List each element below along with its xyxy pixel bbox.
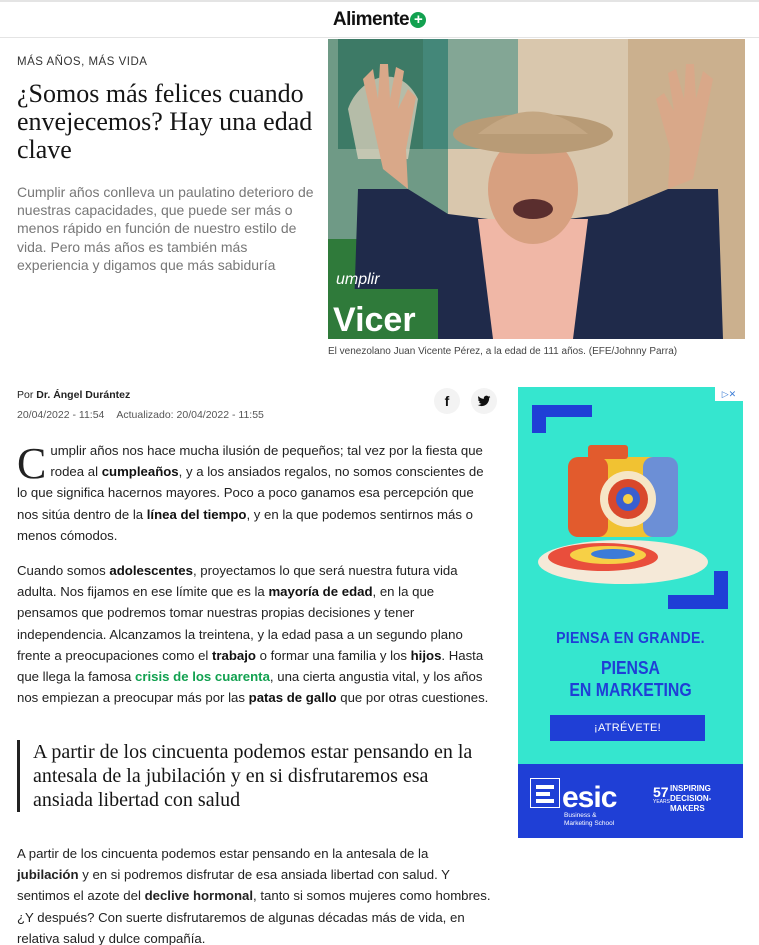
link-declive-hormonal[interactable]: declive hormonal <box>144 888 254 904</box>
ad-headline-2 <box>532 657 730 701</box>
ad-tagline <box>670 784 743 814</box>
link-patas-de-gallo[interactable]: patas de gallo <box>248 690 337 706</box>
ad-headline-2-line-1: PIENSA <box>601 658 660 678</box>
link-trabajo[interactable]: trabajo <box>212 647 256 663</box>
paragraph-2 <box>17 560 493 708</box>
link-jubilacion[interactable]: jubilación <box>17 867 79 883</box>
hero-image <box>328 39 745 339</box>
updated-date: 20/04/2022 - 11:55 <box>176 409 264 421</box>
article-subtitle: Cumplir años conlleva un paulatino deterioro de nuestras capacidades, que puede ser más o menos rápido en función de nuestro estilo de vida. Pero más años es también más experiencia y digamos que más sabiduría <box>17 184 314 273</box>
facebook-icon: f <box>444 393 450 409</box>
ad-years-number: 57 <box>653 784 669 800</box>
facebook-share-button[interactable] <box>434 388 460 414</box>
text: , una cierta angustia vital, y los años nos empiezan a preocupar más por las <box>17 669 483 706</box>
hero-illustration <box>328 39 745 339</box>
link-mayoria-de-edad[interactable]: mayoría de edad <box>268 584 373 600</box>
ad-years-label: YEARS <box>653 799 670 805</box>
paragraph-1 <box>17 440 493 546</box>
paragraph-3 <box>17 843 493 945</box>
article-body <box>17 440 493 722</box>
ad-tagline-1: INSPIRING <box>670 784 711 793</box>
author-link[interactable]: Dr. Ángel Durántez <box>36 389 131 401</box>
text: Cuando somos <box>17 563 110 579</box>
link-linea-del-tiempo[interactable]: línea del tiempo <box>146 506 247 522</box>
svg-text:umplir: umplir <box>336 271 380 288</box>
text: que por otras cuestiones. <box>336 690 489 706</box>
byline <box>17 389 130 401</box>
ad-brand-sub-1: Business & <box>564 812 597 819</box>
ad-tagline-2: DECISION-MAKERS <box>670 794 712 813</box>
ad-headline-2-line-2: EN MARKETING <box>569 680 692 700</box>
ad-brand-footer <box>518 764 743 838</box>
logo-text: Alimente <box>332 8 410 30</box>
ad-brand-name: esic <box>562 781 617 814</box>
text: , proyectamos lo que será nuestra futura vida adulta. Nos fijamos en ese límite que es la <box>17 563 458 600</box>
svg-text:Vicer: Vicer <box>333 301 416 339</box>
logo-plus-icon: + <box>410 12 426 28</box>
site-header <box>0 0 759 38</box>
ad-brand-sub-2: Marketing School <box>564 820 615 827</box>
text: , en la que pensamos que podremos tomar nuestras propias decisiones y tener independencia. Alcanzamos la treintena, y la edad pasa a un segundo plano frente a preocupaciones como el <box>17 584 463 663</box>
link-adolescentes[interactable]: adolescentes <box>109 563 193 579</box>
advertisement[interactable] <box>518 387 743 838</box>
text: , y a los ansiados regalos, no somos conscientes de lo que significa hacernos mayores. Poco a poco ganamos esa percepción que nos sitúa dentro de la <box>17 464 484 522</box>
text: o formar una familia y los <box>255 647 411 663</box>
text: , y en la que podemos sentirnos más o menos cómodos. <box>17 506 473 543</box>
ad-artwork <box>518 387 743 627</box>
image-caption: El venezolano Juan Vicente Pérez, a la edad de 111 años. (EFE/Johnny Parra) <box>328 346 678 357</box>
ad-headline-1: PIENSA EN GRANDE. <box>556 630 705 647</box>
published-date: 20/04/2022 - 11:54 <box>17 409 105 421</box>
link-hijos[interactable]: hijos <box>410 647 442 663</box>
text: , tanto si somos mujeres como hombres. ¿Y después? Con suerte disfrutaremos de algunas décadas más de vida, en relativa salud y dulce compañía. <box>17 888 491 945</box>
twitter-icon <box>477 394 491 408</box>
text: A partir de los cincuenta podemos estar pensando en la antesala de la <box>17 846 429 861</box>
text: y en si podremos disfrutar de esa ansiada libertad con salud. Y sentimos el azote del <box>17 867 450 904</box>
updated-label: Actualizado: <box>116 409 174 421</box>
ad-choices-icon[interactable]: ▷✕ <box>715 387 743 401</box>
text: umplir años nos hace mucha ilusión de pequeños; tal vez por la fiesta que rodea al <box>50 443 483 480</box>
article-dates <box>17 409 264 421</box>
site-logo[interactable] <box>333 9 426 31</box>
drop-cap: C <box>17 439 47 488</box>
article-title: ¿Somos más felices cuando envejecemos? Hay una edad clave <box>17 79 313 164</box>
byline-prefix: Por <box>17 389 34 401</box>
article-kicker[interactable]: MÁS AÑOS, MÁS VIDA <box>17 56 148 68</box>
esic-logo-icon <box>530 778 560 808</box>
ad-cta-button[interactable]: ¡ATRÉVETE! <box>550 715 705 741</box>
link-cumpleanos[interactable]: cumpleaños <box>101 464 179 480</box>
link-crisis-de-los-cuarenta[interactable]: crisis de los cuarenta <box>135 669 270 685</box>
pull-quote: A partir de los cincuenta podemos estar pensando en la antesala de la jubilación y en si disfrutaremos esa ansiada libertad con salud <box>17 740 487 812</box>
text: . Hasta que llega la famosa <box>17 647 484 685</box>
twitter-share-button[interactable] <box>471 388 497 414</box>
